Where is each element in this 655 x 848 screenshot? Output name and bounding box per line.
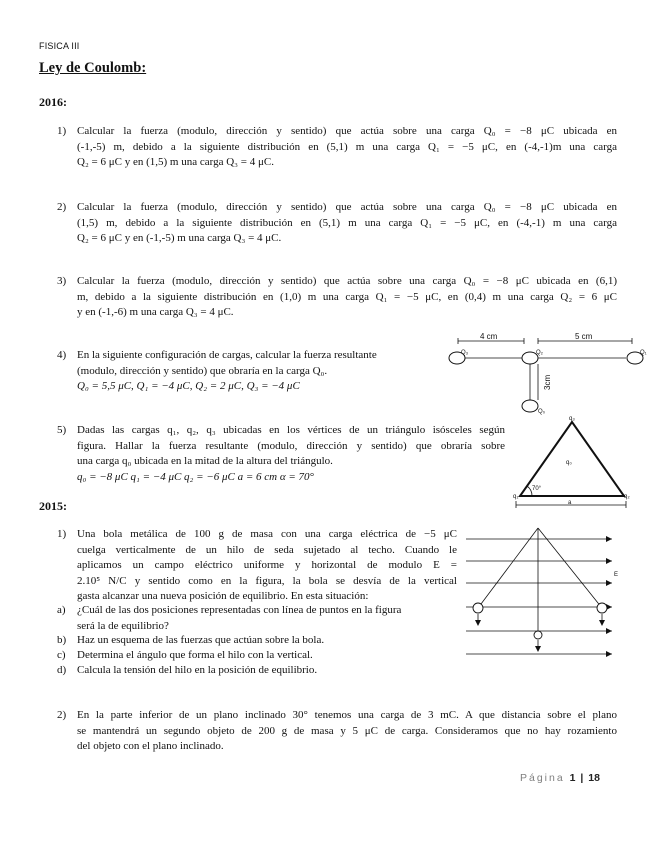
problem-2016-3	[77, 274, 617, 321]
problem-line: Q₂ = 6 μC y en (1,5) m una carga Q₃ = 4 μC.	[77, 156, 274, 168]
problem-line: figura. Hallar la fuerza resultante (modulo, dirección y sentido) que obraría sobre	[77, 439, 505, 452]
page-total: 18	[588, 772, 600, 784]
charge-label-q3: Q₃	[461, 350, 469, 356]
problem-line: cuelga verticalmente de un hilo de seda sujetado al techo. Cuando le	[77, 543, 457, 556]
problem-number: 1)	[57, 125, 67, 137]
problem-line: (-1,-5) m, debido a la siguiente distribución en (5,1) m una carga Q₁ = −5 μC, en (-4,-1)m una carga	[77, 140, 617, 153]
year-heading-2016: 2016:	[39, 95, 67, 109]
ball-vertical-position	[534, 631, 542, 639]
problem-line: se mantendrá un segundo objeto de 200 g de masa y 5 μC de carga. Consideramos que no hay rozamiento	[77, 724, 617, 737]
problem-2016-5	[77, 423, 505, 485]
ball-left-position	[473, 603, 483, 613]
problem-line: q₀ = −8 μC q₁ = −4 μC q₂ = −6 μC a = 6 cm α = 70°	[77, 470, 314, 483]
page-current: 1	[569, 772, 576, 784]
course-header: FISICA III	[39, 41, 80, 51]
subitem-line: Haz un esquema de las fuerzas que actúan sobre la bola.	[77, 634, 325, 646]
problem-number: 2)	[57, 709, 67, 721]
problem-line: (modulo, dirección y sentido) que obraría en la carga Q₀.	[77, 364, 328, 377]
problem-line: Una bola metálica de 100 g de masa con una carga eléctrica de −5 μC	[77, 528, 457, 540]
charge-label-q0: Q₀	[538, 409, 546, 415]
base-label: a	[568, 500, 572, 506]
problem-line: En la siguiente configuración de cargas, calcular la fuerza resultante	[77, 349, 377, 361]
problem-2015-2	[77, 708, 617, 755]
subitem-letter: d)	[57, 664, 67, 676]
page-title: Ley de Coulomb:	[39, 60, 147, 76]
problem-2016-2	[77, 200, 617, 247]
problem-2016-1	[77, 124, 617, 171]
problem-line: y en (-1,-6) m una carga Q₃ = 4 μC.	[77, 306, 234, 318]
subitem-letter: c)	[57, 649, 66, 661]
problem-line: del objeto con el plano inclinado.	[77, 740, 224, 752]
problem-line: gasta alcanzar una nueva posición de equilibrio. En esta situación:	[77, 590, 369, 602]
distance-label-down: 3cm	[543, 374, 552, 390]
problem-number: 2)	[57, 201, 67, 213]
problem-line: Q₂ = 6 μC y en (-1,-5) m una carga Q₃ = 4 μC.	[77, 232, 282, 244]
problem-line: Calcular la fuerza (modulo, dirección y sentido) que actúa sobre una carga Q₀ = −8 μC ubicada en	[77, 201, 617, 213]
problem-2015-1	[77, 527, 457, 605]
subitem-letter: a)	[57, 604, 66, 616]
isosceles-triangle-figure	[508, 414, 638, 508]
page-separator: |	[580, 772, 584, 784]
vertex-label-q2: q₂	[624, 494, 630, 500]
subitem-b	[77, 633, 467, 649]
subitem-c	[77, 648, 467, 664]
charge-q0	[522, 400, 538, 412]
page-footer	[520, 772, 600, 784]
distance-label-right: 5 cm	[575, 333, 593, 341]
subitem-line: será la de equilibrio?	[77, 619, 169, 632]
problem-number: 3)	[57, 275, 67, 287]
subitem-line: ¿Cuál de las dos posiciones representadas con línea de puntos en la figura	[77, 604, 402, 616]
center-label-q0: q₀	[566, 460, 572, 466]
subitem-letter: b)	[57, 634, 67, 646]
charge-label-q2: Q₂	[536, 350, 543, 356]
vertex-label-q1: q₁	[513, 494, 519, 500]
problem-number: 5)	[57, 424, 67, 436]
problem-line: 2.10⁵ N/C y sentido como en la figura, la bola se desvía de la vertical	[77, 574, 457, 587]
subitem-line: Calcula la tensión del hilo en la posición de equilibrio.	[77, 664, 318, 676]
problem-2016-4	[77, 348, 437, 395]
subitem-line: Determina el ángulo que forma el hilo con la vertical.	[77, 649, 313, 661]
problem-line: Dadas las cargas q₁, q₂, q₃ ubicadas en los vértices de un triángulo isósceles según	[77, 424, 505, 436]
problem-line: En la parte inferior de un plano inclinado 30° tenemos una carga de 3 mC. A que distancia sobre el plano	[77, 709, 617, 721]
problem-line: m, debido a la siguiente distribución en (1,0) m una carga Q₁ = −5 μC, en (0,4) m una carga Q₂ = 6 μC	[77, 290, 617, 303]
charges-configuration-figure	[440, 333, 652, 415]
problem-number: 4)	[57, 349, 67, 361]
problem-line: aplicamos un campo eléctrico uniforme y horizontal de modulo E =	[77, 559, 457, 571]
angle-label: 70°	[532, 486, 542, 492]
page-word: Página	[520, 772, 565, 784]
problem-line: (1,5) m, debido a la siguiente distribución en (5,1) m una carga Q₁ = −5 μC, en (-4,-1) m una carga	[77, 216, 617, 229]
pendulum-field-figure	[462, 524, 622, 670]
vertex-label-q3: q₃	[569, 416, 575, 422]
subitem-d	[77, 663, 467, 679]
subitem-a	[77, 603, 467, 634]
ball-right-position	[597, 603, 607, 613]
problem-line: Calcular la fuerza (modulo, dirección y sentido) que actúa sobre una carga Q₀ = −8 μC ubicada en	[77, 125, 617, 137]
charge-label-q1: Q₁	[640, 350, 647, 356]
distance-label-left: 4 cm	[480, 333, 498, 341]
field-label: E	[614, 572, 619, 578]
problem-number: 1)	[57, 528, 67, 540]
problem-line: Q₀ = 5,5 μC, Q₁ = −4 μC, Q₂ = 2 μC, Q₃ = −4 μC	[77, 380, 300, 392]
problem-line: Calcular la fuerza (modulo, dirección y sentido) que actúa sobre una carga Q₀ = −8 μC ubicada en (6,1)	[77, 275, 617, 287]
problem-line: una carga q₀ ubicada en la mitad de la altura del triángulo.	[77, 455, 333, 467]
year-heading-2015: 2015:	[39, 499, 67, 513]
